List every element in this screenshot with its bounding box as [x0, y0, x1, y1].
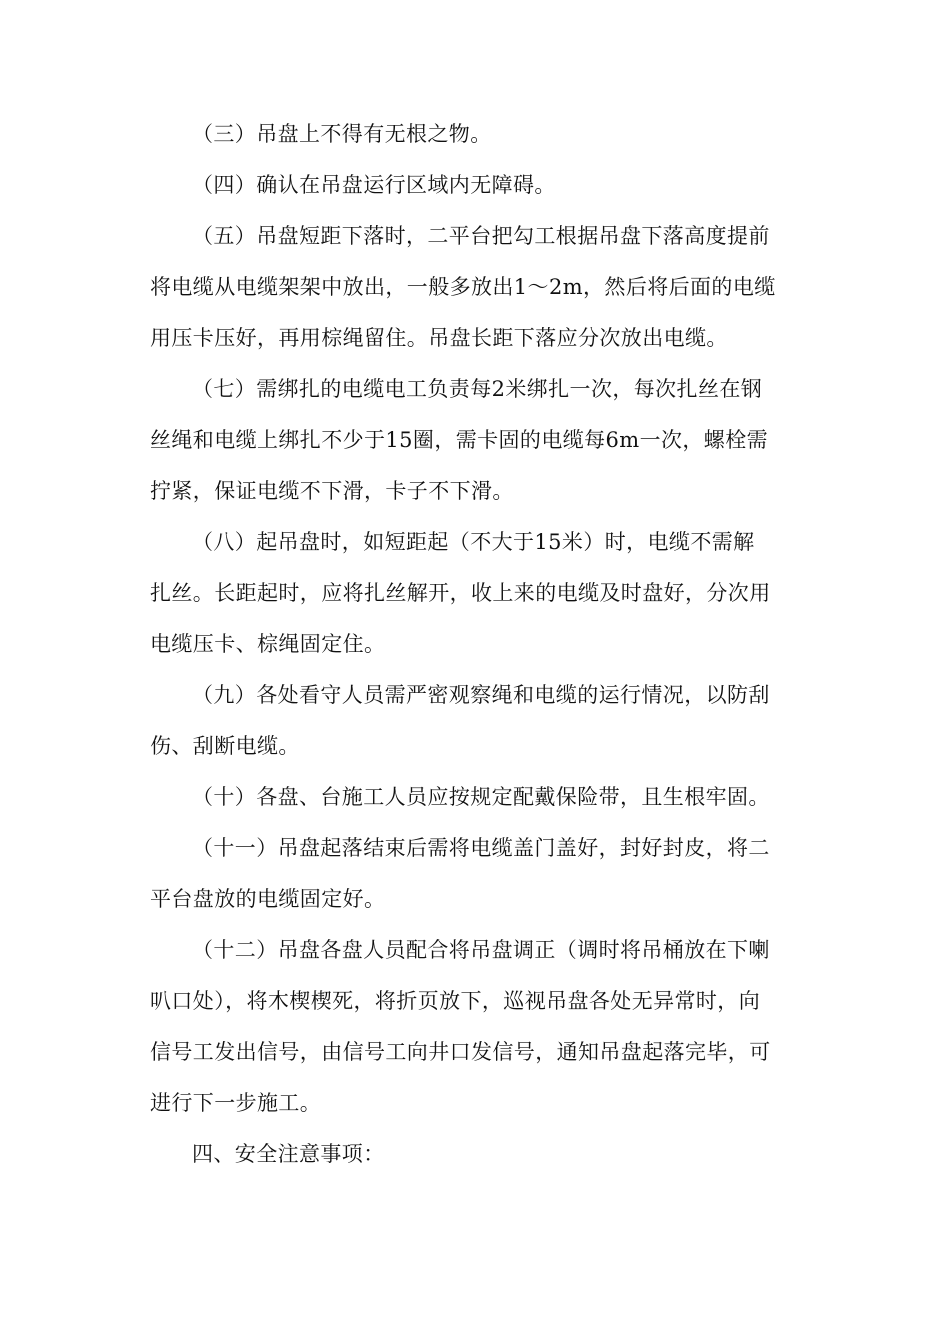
section-heading-text: 四、安全注意事项：: [192, 1142, 385, 1166]
text-line: 将电缆从电缆架架中放出，一般多放出1～2m，然后将后面的电缆: [150, 275, 776, 299]
text-line: （九）各处看守人员需严密观察绳和电缆的运行情况，以防刮: [192, 683, 770, 707]
paragraph-9: [150, 670, 800, 772]
paragraph-5: [150, 211, 800, 364]
paragraph-11: [150, 823, 800, 925]
text-line: （三）吊盘上不得有无根之物。: [192, 122, 492, 146]
document-body: [150, 109, 800, 1180]
paragraph-7: [150, 364, 800, 517]
text-line: （十二）吊盘各盘人员配合将吊盘调正（调时将吊桶放在下喇: [192, 938, 770, 962]
text-line: （十）各盘、台施工人员应按规定配戴保险带，且生根牢固。: [192, 785, 770, 809]
text-line: 进行下一步施工。: [150, 1091, 322, 1115]
text-line: 拧紧，保证电缆不下滑，卡子不下滑。: [150, 479, 514, 503]
paragraph-10: [150, 772, 800, 823]
text-line: 电缆压卡、棕绳固定住。: [150, 632, 386, 656]
paragraph-3: [150, 109, 800, 160]
text-line: （十一）吊盘起落结束后需将电缆盖门盖好，封好封皮，将二: [192, 836, 770, 860]
section-heading: [150, 1129, 800, 1180]
text-line: （四）确认在吊盘运行区域内无障碍。: [192, 173, 556, 197]
text-line: 叭口处），将木楔楔死，将折页放下，巡视吊盘各处无异常时，向: [150, 989, 761, 1013]
text-line: 平台盘放的电缆固定好。: [150, 887, 386, 911]
paragraph-4: [150, 160, 800, 211]
paragraph-8: [150, 517, 800, 670]
text-line: 丝绳和电缆上绑扎不少于15圈，需卡固的电缆每6m一次，螺栓需: [150, 428, 768, 452]
text-line: （五）吊盘短距下落时，二平台把勾工根据吊盘下落高度提前: [192, 224, 770, 248]
text-line: 用压卡压好，再用棕绳留住。吊盘长距下落应分次放出电缆。: [150, 326, 728, 350]
text-line: 信号工发出信号，由信号工向井口发信号，通知吊盘起落完毕，可: [150, 1040, 771, 1064]
paragraph-12: [150, 925, 800, 1129]
text-line: （八）起吊盘时，如短距起（不大于15米）时，电缆不需解: [192, 530, 755, 554]
text-line: 扎丝。长距起时，应将扎丝解开，收上来的电缆及时盘好，分次用: [150, 581, 771, 605]
text-line: 伤、刮断电缆。: [150, 734, 300, 758]
text-line: （七）需绑扎的电缆电工负责每2米绑扎一次，每次扎丝在钢: [192, 377, 763, 401]
